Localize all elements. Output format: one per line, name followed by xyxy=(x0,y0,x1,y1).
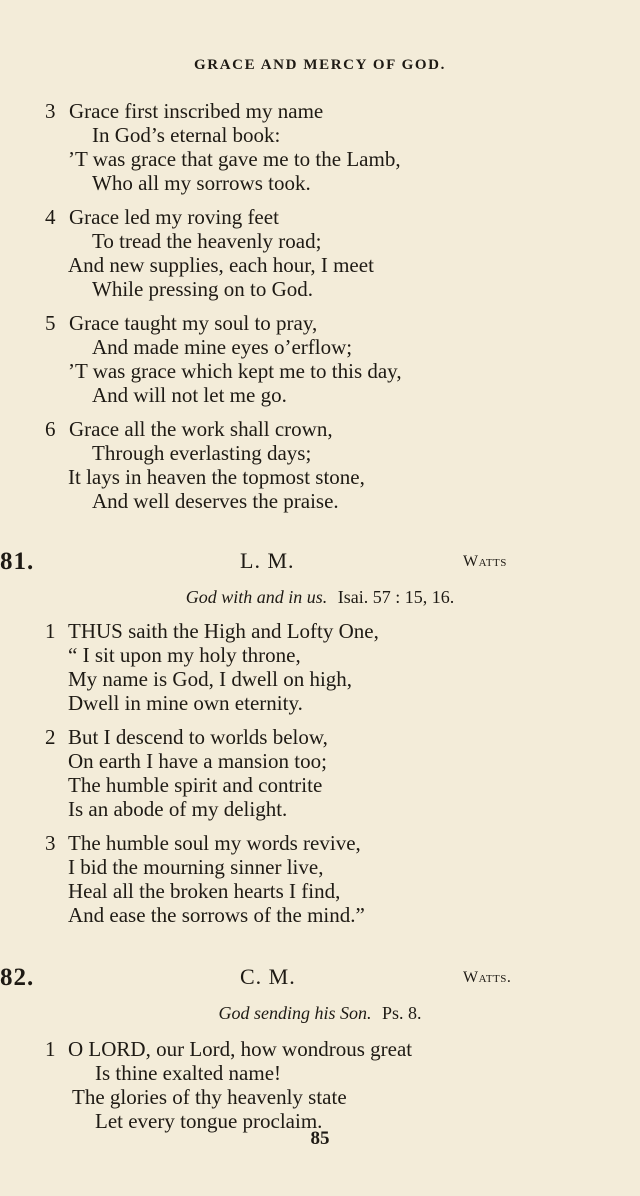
verse-line: Grace all the work shall crown, xyxy=(69,417,333,441)
verse-line: Who all my sorrows took. xyxy=(92,171,311,195)
hymn-author: Watts. xyxy=(463,969,512,986)
verse-line: The glories of thy heavenly state xyxy=(72,1085,347,1109)
verse-line: Is thine exalted name! xyxy=(95,1061,282,1085)
stanza-number: 1 xyxy=(45,1037,56,1061)
verse-line: Let every tongue proclaim. xyxy=(95,1109,323,1133)
hymn-subtitle xyxy=(0,587,640,608)
verse-line: On earth I have a mansion too; xyxy=(68,749,327,773)
hymn-heading xyxy=(0,548,640,578)
verse-line: ’T was grace which kept me to this day, xyxy=(68,359,402,383)
verse-line: “ I sit upon my holy throne, xyxy=(68,643,301,667)
scripture-reference: Isai. 57 : 15, 16. xyxy=(337,587,455,607)
verse-line: ’T was grace that gave me to the Lamb, xyxy=(68,147,401,171)
verse-line: The humble soul my words revive, xyxy=(68,831,361,855)
hymn-meter: C. M. xyxy=(240,964,296,989)
hymn-title: God with and in us. xyxy=(185,587,328,607)
verse-line: To tread the heavenly road; xyxy=(92,229,322,253)
verse-line: Is an abode of my delight. xyxy=(68,797,288,821)
verse-line: And well deserves the praise. xyxy=(92,489,339,513)
page-number: 85 xyxy=(310,1128,330,1149)
scripture-reference: Ps. 8. xyxy=(381,1003,422,1023)
verse-line: And ease the sorrows of the mind.” xyxy=(68,903,365,927)
stanza-number: 1 xyxy=(45,619,56,643)
verse-line: But I descend to worlds below, xyxy=(68,725,328,749)
hymn-number: 82. xyxy=(0,964,35,991)
running-head: GRACE AND MERCY OF GOD. xyxy=(194,57,446,73)
verse-line: While pressing on to God. xyxy=(92,277,314,301)
stanza-number: 2 xyxy=(45,725,56,749)
verse-line: Dwell in mine own eternity. xyxy=(68,691,303,715)
stanza-number: 5 xyxy=(45,311,56,335)
verse-line: And new supplies, each hour, I meet xyxy=(68,253,374,277)
hymn-author: Watts xyxy=(463,553,507,570)
hymn-meter: L. M. xyxy=(240,548,295,573)
hymn-heading xyxy=(0,964,640,994)
stanza-number: 3 xyxy=(45,99,56,123)
verse-line: And will not let me go. xyxy=(92,383,287,407)
verse-line: And made mine eyes o’erflow; xyxy=(92,335,353,359)
verse-line: Grace led my roving feet xyxy=(69,205,279,229)
stanza-number: 4 xyxy=(45,205,56,229)
verse-line: My name is God, I dwell on high, xyxy=(68,667,353,691)
hymn-subtitle xyxy=(0,1003,640,1024)
stanza-number: 6 xyxy=(45,417,56,441)
verse-line: Grace first inscribed my name xyxy=(69,99,324,123)
verse-line: In God’s eternal book: xyxy=(92,123,281,147)
stanza-number: 3 xyxy=(45,831,56,855)
verse-line: THUS saith the High and Lofty One, xyxy=(68,619,379,643)
verse-line: O LORD, our Lord, how wondrous great xyxy=(68,1037,413,1061)
verse-line: Through everlasting days; xyxy=(92,441,312,465)
verse-line: It lays in heaven the topmost stone, xyxy=(68,465,365,489)
hymn-number: 81. xyxy=(0,548,35,575)
hymn-title: God sending his Son. xyxy=(218,1003,372,1023)
verse-line: The humble spirit and contrite xyxy=(68,773,323,797)
verse-line: Heal all the broken hearts I find, xyxy=(68,879,341,903)
verse-line: Grace taught my soul to pray, xyxy=(69,311,318,335)
verse-line: I bid the mourning sinner live, xyxy=(68,855,324,879)
